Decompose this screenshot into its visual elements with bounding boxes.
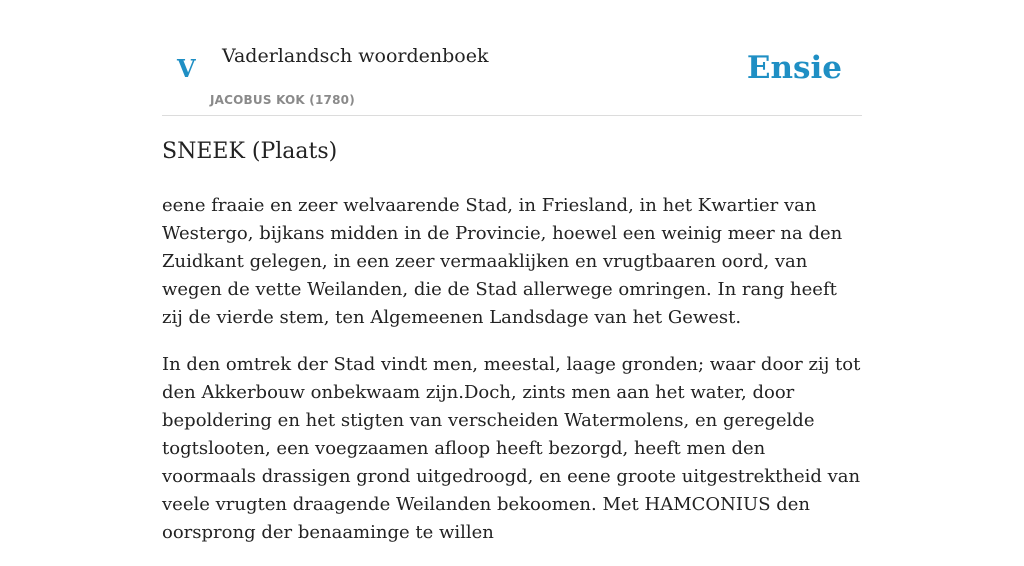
entry-title: SNEEK (Plaats): [162, 139, 338, 164]
book-title-link[interactable]: Vaderlandsch woordenboek: [222, 45, 489, 67]
entry-paragraph: In den omtrek der Stad vindt men, meestal, laage gronden; waar door zij tot den Akkerbouw onbekwaam zijn.Doch, zints men aan het water, door bepoldering en het stigten van verscheiden Watermolens, en geregelde togtslooten, een voegzaamen afloop heeft bezorgd, heeft men den voormaals drassigen grond uitgedroogd, en eene groote uitgestrektheid van veele vrugten draagende Weilanden bekoomen. Met HAMCONIUS den oorsprong der benaaminge te willen: [162, 354, 861, 543]
book-author: JACOBUS KOK (1780): [210, 93, 355, 107]
ensie-logo-link[interactable]: Ensie: [746, 50, 842, 86]
entry-content: [162, 192, 862, 566]
header: [162, 38, 862, 116]
book-logo-icon[interactable]: V: [177, 54, 196, 83]
entry-paragraph: eene fraaie en zeer welvaarende Stad, in Friesland, in het Kwartier van Westergo, bijkans midden in de Provincie, hoewel een weinig meer na den Zuidkant gelegen, in een zeer vermaaklijken en vrugtbaaren oord, van wegen de vette Weilanden, die de Stad allerwege omringen. In rang heeft zij de vierde stem, ten Algemeenen Landsdage van het Gewest.: [162, 195, 843, 328]
